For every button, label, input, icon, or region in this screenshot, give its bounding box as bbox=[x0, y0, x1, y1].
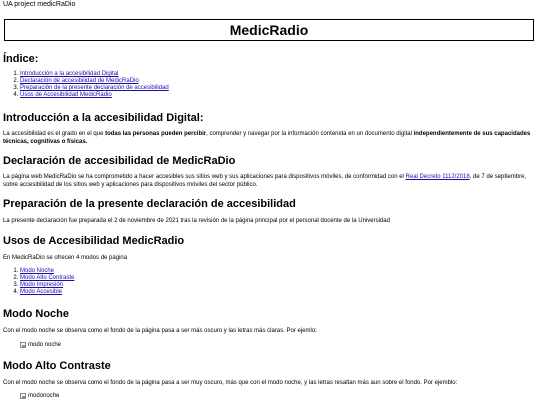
modo-alto-contraste-paragraph: Con el modo noche se observa como el fondo de la página pasa a ser muy oscuro, más que con el modo noche, y las letras resaltan más aun sobre el fondo. Por ejemblo: bbox=[3, 380, 458, 386]
intro-heading: Introducción a la accesibilidad Digital: bbox=[3, 112, 204, 124]
usos-heading: Usos de Accesibilidad MedicRadio bbox=[3, 235, 185, 247]
modo-noche-heading: Modo Noche bbox=[3, 308, 69, 320]
declaracion-paragraph bbox=[3, 173, 533, 189]
intro-text-2: , comprender y navegar por la información contenida en un documento digital bbox=[206, 131, 414, 137]
mode-link-alto-contraste[interactable]: Modo Alto Contraste bbox=[20, 275, 75, 281]
broken-image-icon bbox=[20, 342, 26, 348]
modo-noche-image bbox=[20, 342, 61, 348]
modo-alto-contraste-heading: Modo Alto Contraste bbox=[3, 360, 111, 372]
mode-item bbox=[20, 275, 74, 282]
index-link-intro[interactable]: Introducción a la accesibilidad Digital bbox=[20, 71, 119, 77]
intro-bold-2: independientemente de sus capacidades técnicas, cognitivas o físicas. bbox=[3, 131, 531, 145]
index-link-usos[interactable]: Usos de Accesibilidad MedicRadio bbox=[20, 92, 112, 98]
index-link-preparacion[interactable]: Preparación de la presente declaración de accesibilidad bbox=[20, 85, 169, 91]
modo-alto-contraste-image-alt: modonoche bbox=[28, 393, 60, 399]
mode-link-accesible[interactable]: Modo Accesible bbox=[20, 289, 63, 295]
index-item bbox=[20, 85, 169, 92]
site-header bbox=[4, 19, 534, 41]
modo-noche-paragraph: Con el modo noche se observa como el fondo de la página pasa a ser más oscuro y las letras más claras. Por ejemlo: bbox=[3, 328, 317, 334]
modes-list bbox=[3, 268, 74, 296]
intro-text-1: La accesibilidad es el grado en el que bbox=[3, 131, 106, 137]
preparacion-heading: Preparación de la presente declaración de accesibilidad bbox=[3, 198, 296, 210]
mode-item bbox=[20, 268, 74, 275]
index-item bbox=[20, 78, 169, 85]
mode-item bbox=[20, 282, 74, 289]
declaracion-text-2: , de 7 de septiembre, sobre accesibilidad de los sitios web y aplicaciones para dispositivos móviles del sector público. bbox=[3, 174, 527, 188]
index-list bbox=[3, 71, 169, 99]
modo-alto-contraste-image bbox=[20, 393, 59, 399]
index-item bbox=[20, 92, 169, 99]
usos-paragraph: En MedicRaDio se ofrecen 4 modos de página bbox=[3, 255, 128, 261]
broken-image-icon bbox=[20, 393, 26, 399]
index-heading: Índice: bbox=[3, 53, 39, 65]
mode-item bbox=[20, 289, 74, 296]
declaracion-text-1: La página web MedicRaDio se ha comprometido a hacer accesibles sus sitios web y sus aplicaciones para dispositivos móviles, de conformidad con el bbox=[3, 174, 406, 180]
page-title: MedicRadio bbox=[229, 22, 309, 38]
intro-paragraph bbox=[3, 130, 533, 146]
index-item bbox=[20, 71, 169, 78]
intro-bold-1: todas las personas pueden percibir bbox=[105, 131, 207, 137]
modo-noche-image-alt: modo noche bbox=[28, 342, 62, 348]
real-decreto-link[interactable]: Real Decreto 1112/2018 bbox=[405, 174, 470, 180]
document-title-text: UA project medicRaDio bbox=[3, 1, 76, 8]
preparacion-paragraph: La presente declaración fue preparada el 2 de noviembre de 2021 tras la revisión de la página principal por el personal docente de la Universidad bbox=[3, 218, 390, 224]
declaracion-heading: Declaración de accesibilidad de MedicRaDio bbox=[3, 155, 236, 167]
mode-link-noche[interactable]: Modo Noche bbox=[20, 268, 55, 274]
mode-link-impresion[interactable]: Modo Impresión bbox=[20, 282, 64, 288]
index-link-declaracion[interactable]: Declaración de accesibilidad de MedicRaDio bbox=[20, 78, 139, 84]
